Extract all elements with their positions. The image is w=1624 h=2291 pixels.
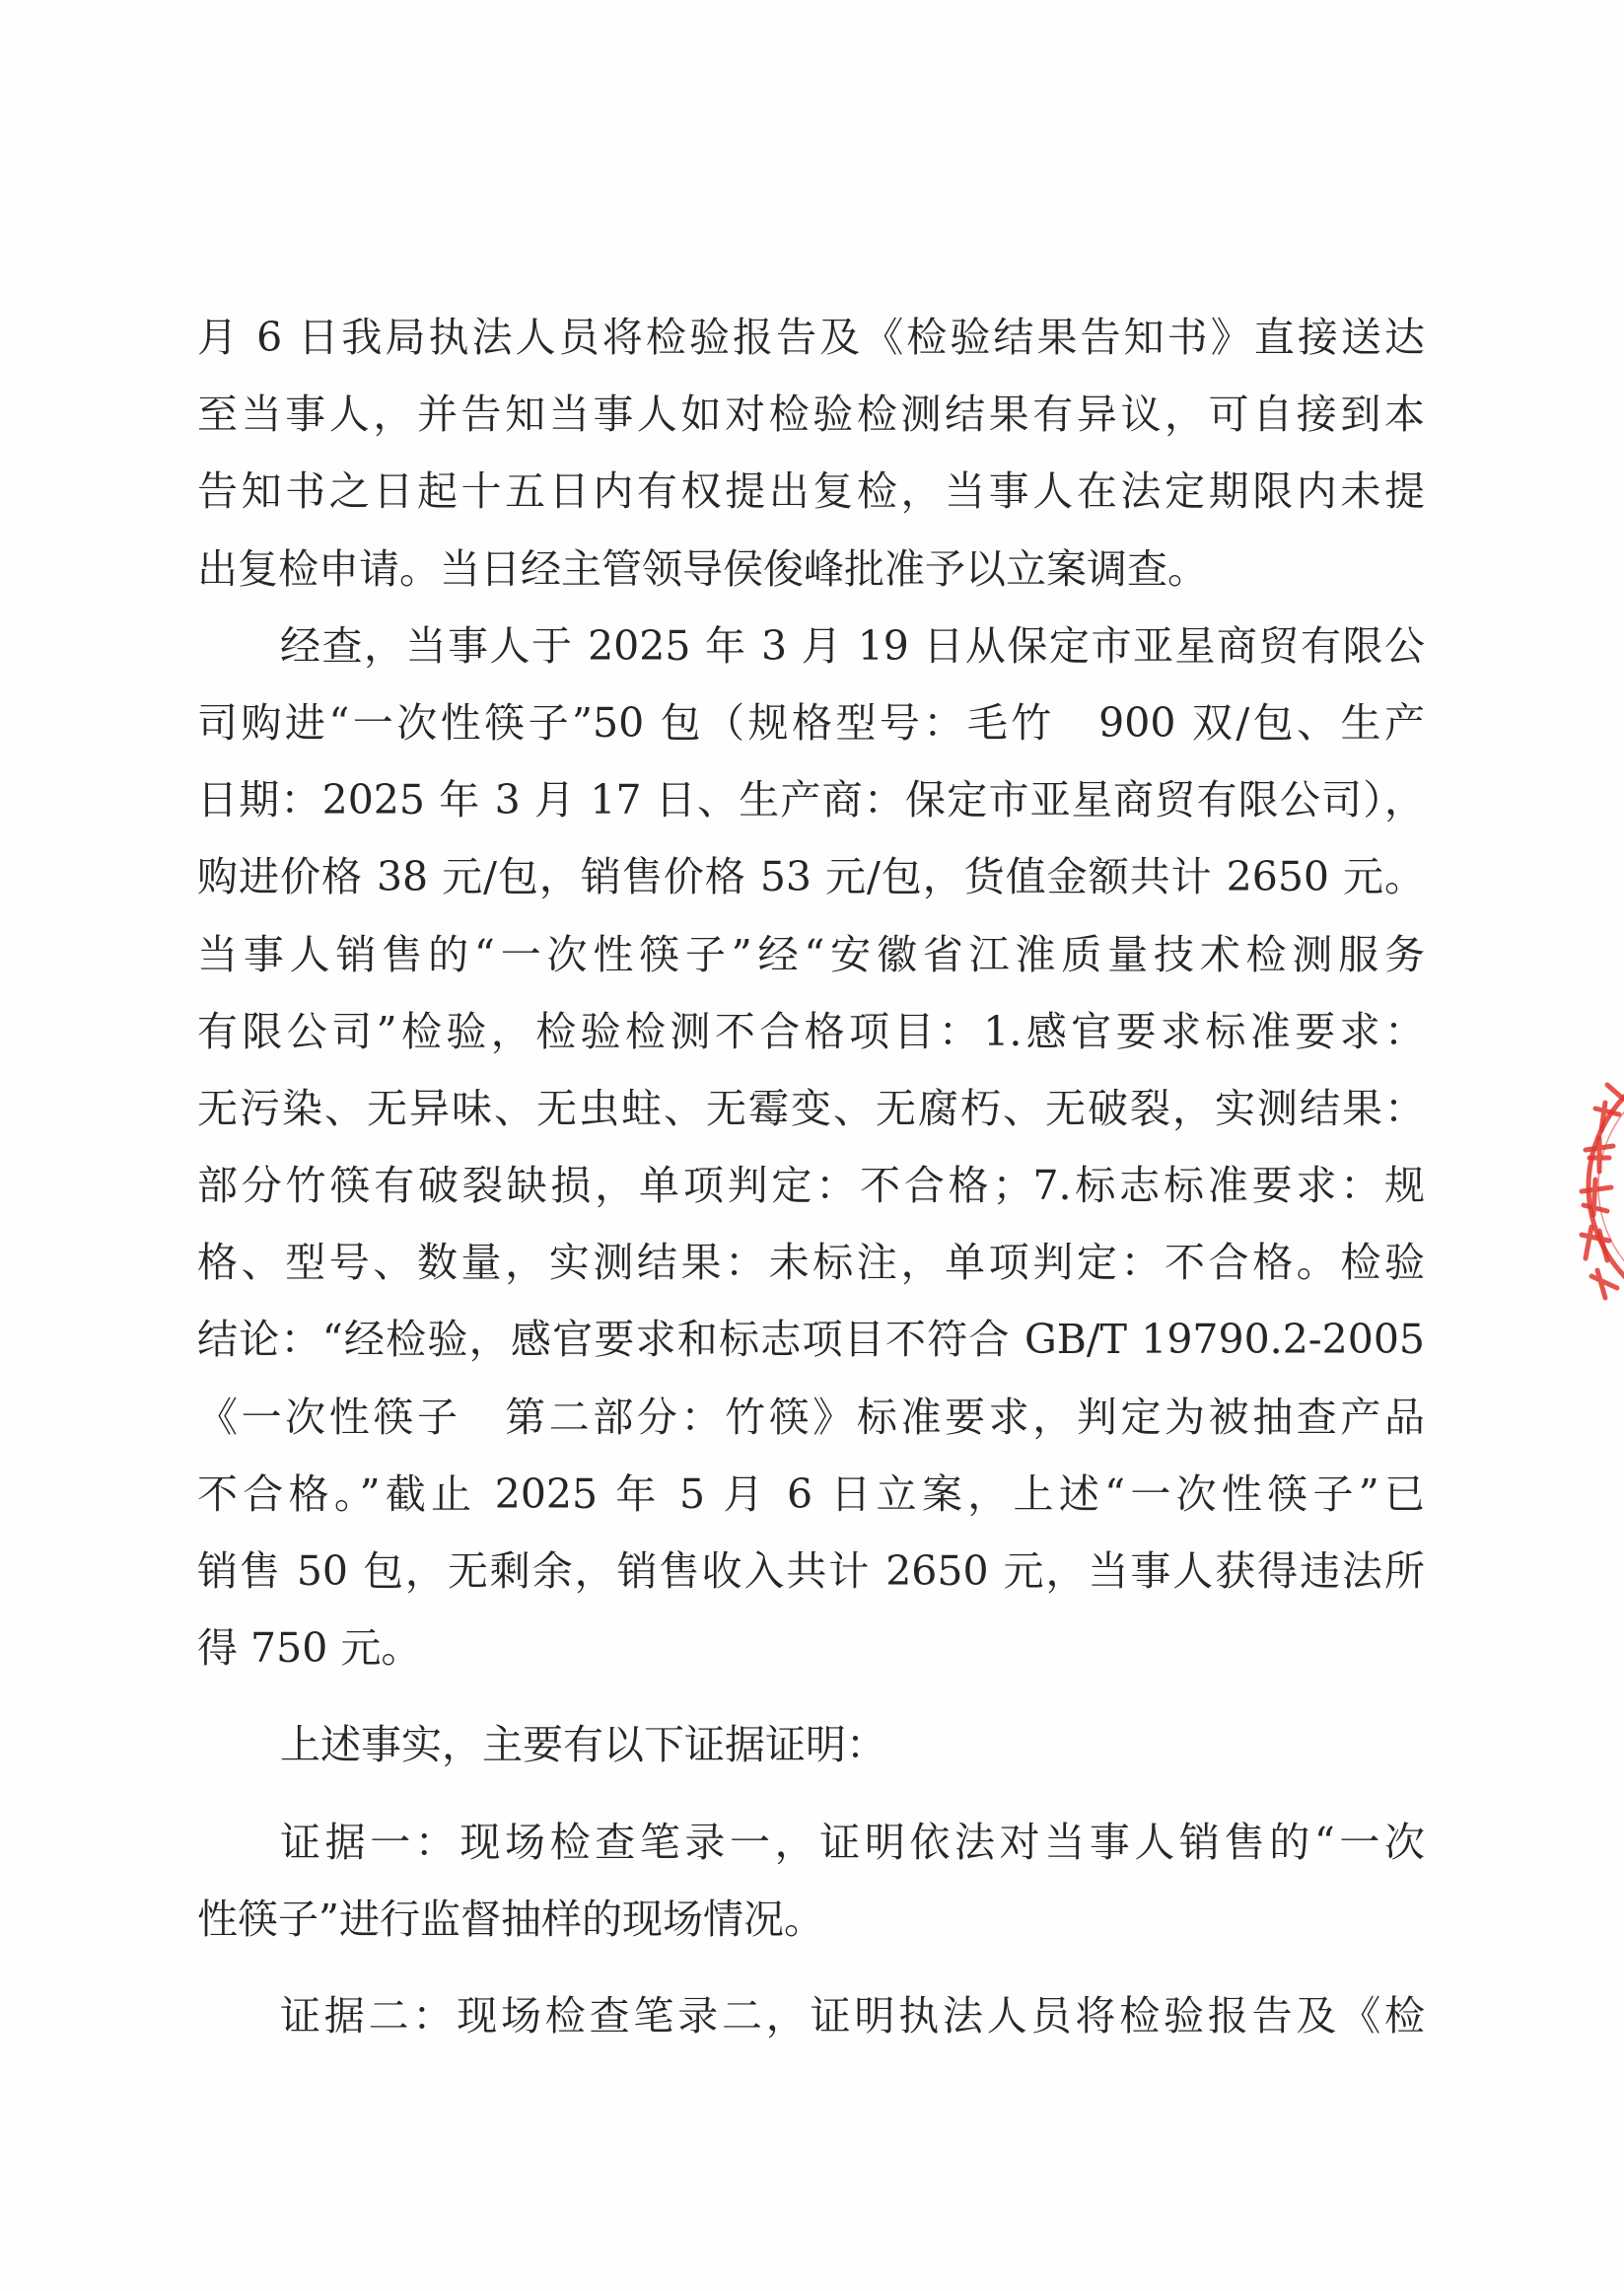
text-line: 告知书之日起十五日内有权提出复检，当事人在法定期限内未提 [197,467,1425,516]
text-line: 日期：2025 年 3 月 17 日、生产商：保定市亚星商贸有限公司）， [197,776,1425,824]
text-line: 当事人销售的“一次性筷子”经“安徽省江淮质量技术检测服务 [197,930,1425,978]
text-line: 月 6 日我局执法人员将检验报告及《检验结果告知书》直接送达 [197,314,1425,361]
document-body [197,299,1425,2054]
text-line: 格、型号、数量，实测结果：未标注，单项判定：不合格。检验 [197,1239,1425,1287]
paragraph-gap [197,1958,1425,1977]
paragraph-gap [197,1784,1425,1804]
text-line: 出复检申请。当日经主管领导侯俊峰批准予以立案调查。 [197,544,1208,593]
text-line: 司购进“一次性筷子”50 包（规格型号：毛竹 900 双/包、生产 [197,698,1425,747]
text-line: 证据二：现场检查笔录二，证明执法人员将检验报告及《检 [280,1991,1425,2040]
text-line: 购进价格 38 元/包，销售价格 53 元/包，货值金额共计 2650 元。 [197,853,1425,901]
text-line: 证据一：现场检查笔录一，证明依法对当事人销售的“一次 [280,1818,1425,1866]
text-line: 结论：“经检验，感官要求和标志项目不符合 GB/T 19790.2-2005 [197,1316,1425,1364]
text-line: 经查，当事人于 2025 年 3 月 19 日从保定市亚星商贸有限公 [280,621,1425,670]
text-line: 《一次性筷子 第二部分：竹筷》标准要求，判定为被抽查产品 [197,1393,1425,1441]
text-line: 至当事人，并告知当事人如对检验检测结果有异议，可自接到本 [197,391,1425,439]
text-line: 无污染、无异味、无虫蛀、无霉变、无腐朽、无破裂，实测结果： [197,1084,1425,1132]
text-line: 不合格。”截止 2025 年 5 月 6 日立案，上述“一次性筷子”已 [197,1469,1425,1518]
seal-graphic [1556,1047,1624,1325]
text-line: 上述事实，主要有以下证据证明： [280,1721,886,1769]
text-line: 有限公司”检验，检验检测不合格项目：1.感官要求标准要求： [197,1007,1425,1055]
text-line: 销售 50 包，无剩余，销售收入共计 2650 元，当事人获得违法所 [197,1547,1425,1595]
official-seal [1556,1047,1624,1325]
text-line: 性筷子”进行监督抽样的现场情况。 [197,1895,824,1943]
text-line: 部分竹筷有破裂缺损，单项判定：不合格；7.标志标准要求：规 [197,1162,1425,1210]
text-line: 得 750 元。 [197,1624,422,1673]
paragraph-gap [197,1686,1425,1706]
